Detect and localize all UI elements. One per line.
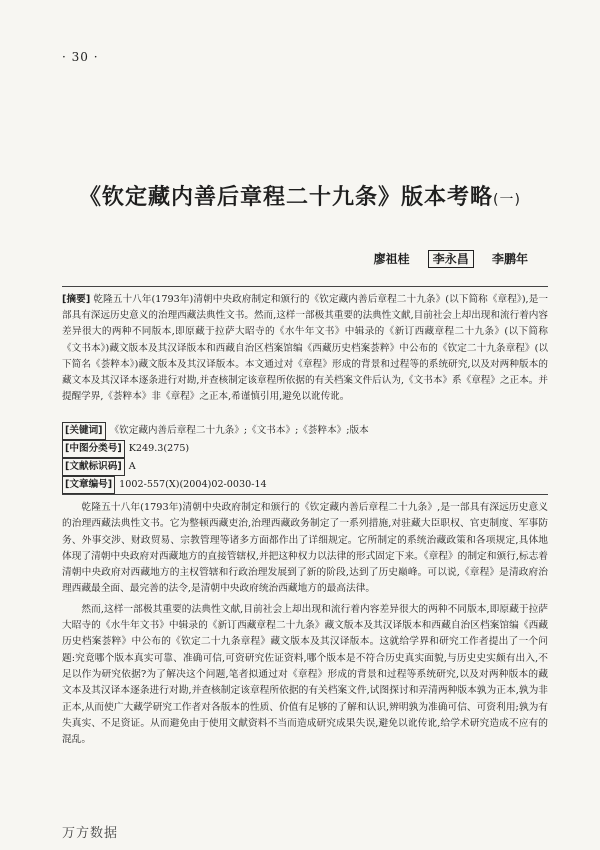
doc-code-label: [文献标识码]	[62, 458, 125, 476]
abstract-label: [摘要]	[62, 294, 91, 305]
page-number: · 30 ·	[62, 50, 99, 64]
body-paragraph: 乾隆五十八年(1793年)清朝中央政府制定和颁行的《钦定藏内善后章程二十九条》,是一部具有深远历史意义的治理西藏法典性文书。它为整顿西藏吏治,治理西藏政务制定了一系列措施,对驻藏大臣职权、官吏制度、军事防务、外事交涉、财政贸易、宗教管理等诸多方面都作出了详细规定。它所制定的系统治藏政策和各项规定,具体地体现了清朝中央政府对西藏地方的直接管辖权,并把这种权力以法律的形式固定下来。《章程》的制定和颁行,标志着清朝中央政府对西藏地方的主权管辖和行政治理发展到了新的阶段,达到了历史巅峰。可以说,《章程》是清政府治理西藏最全面、最完善的法令,是清朝中央政府统治西藏地方的最高法律。	[62, 502, 548, 595]
keywords-label: [关键词]	[62, 422, 106, 440]
author-name: 李永昌	[428, 250, 474, 268]
doc-code-text: A	[128, 461, 136, 472]
article-body	[62, 500, 548, 748]
body-paragraph: 然而,这样一部极其重要的法典性文献,目前社会上却出现和流行着内容差异很大的两种不同版本,即原藏于拉萨大昭寺的《水牛年文书》中辑录的《新订西藏章程二十九条》藏文版本及其汉译版本和西藏自治区档案馆编《西藏历史档案荟粹》中公布的《钦定二十九条章程》藏文版本及其汉译版本。这就给学界和研究工作者提出了一个问题:究竟哪个版本真实可靠、准确可信,可资研究佐证资料,哪个版本是不符合历史真实面貌,与历史史实颇有出入,不足以作为研究依据?为了解决这个问题,笔者拟通过对《章程》形成的背景和过程等系统研究,以及对两种版本的藏文本及其汉译本逐条进行对勘,并查核制定该章程所依据的有关档案文件,试图探讨和弄清两种版本孰为正本,孰为非正本,从而使广大藏学研究工作者对各版本的性质、价值有足够的了解和认识,辨明孰为准确可信、可资利用;孰为有失真实、不足资证。从而避免由于使用文献资料不当而造成研究成果失误,避免以讹传讹,给学术研究造成不应有的混乱。	[62, 603, 548, 746]
watermark: 万方数据	[62, 826, 119, 841]
clc-text: K249.3(275)	[128, 443, 190, 454]
doc-code-line	[62, 458, 548, 476]
article-id-label: [文章编号]	[62, 476, 115, 494]
keywords-text: 《钦定藏内善后章程二十九条》;《文书本》;《荟粹本》;版本	[109, 425, 369, 436]
author-name: 廖祖桂	[373, 252, 410, 266]
title-suffix: (一)	[493, 192, 521, 208]
keywords-line	[62, 422, 548, 440]
clc-label: [中图分类号]	[62, 440, 125, 458]
abstract-bottom-rule	[62, 494, 548, 495]
article-id-text: 1002-557(X)(2004)02-0030-14	[119, 479, 267, 490]
author-list	[360, 250, 528, 267]
abstract-text: 乾隆五十八年(1793年)清朝中央政府制定和颁行的《钦定藏内善后章程二十九条》(以下简称《章程》),是一部具有深远历史意义的治理西藏法典性文书。然而,这样一部极其重要的法典性文献,目前社会上却出现和流行着内容差异很大的两种不同版本,即原藏于拉萨大昭寺的《水牛年文书》中辑录的《新订西藏章程二十九条》(以下简称《文书本》)藏文版本及其汉译版本和西藏自治区档案馆编《西藏历史档案荟粹》中公布的《钦定二十九条章程》(以下简名《荟粹本》)藏文版本及其汉译版本。本文通过对《章程》形成的背景和过程等的系统研究,以及对两种版本的藏文本及其汉译本逐条进行对勘,并查核制定该章程所依据的有关档案文件后认为,《文书本》系《章程》之正本。并提醒学界,《荟粹本》非《章程》之正本,希谨慎引用,避免以讹传讹。	[62, 294, 548, 403]
author-name: 李鹏年	[491, 252, 528, 266]
title-main: 《钦定藏内善后章程二十九条》版本考略	[79, 185, 494, 210]
clc-line	[62, 440, 548, 458]
abstract-top-rule	[62, 286, 548, 287]
article-title	[0, 180, 600, 211]
article-id-line	[62, 476, 548, 494]
abstract-block	[62, 292, 548, 405]
